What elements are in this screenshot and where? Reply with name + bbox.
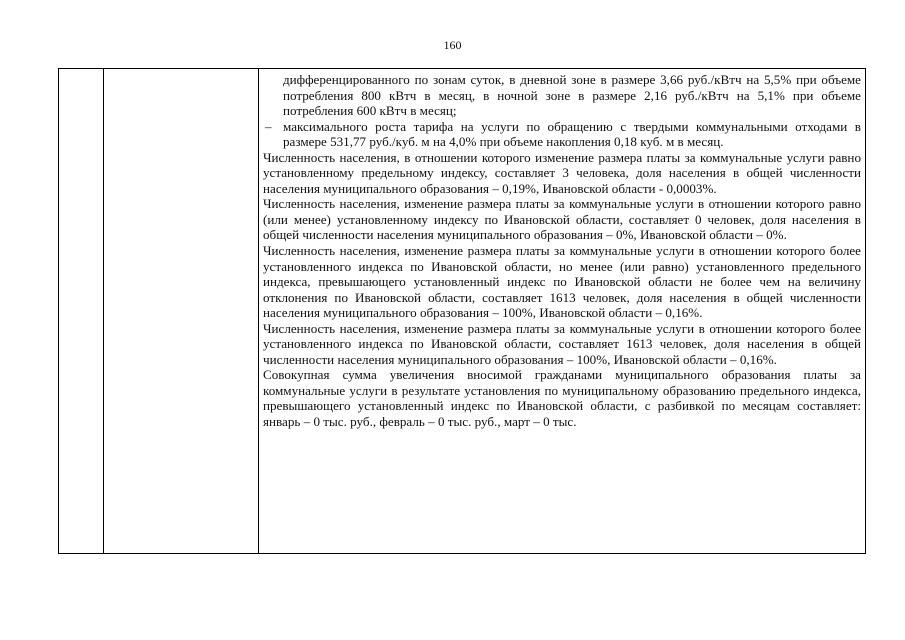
table-row — [59, 69, 866, 554]
cell-text — [263, 72, 861, 430]
list-item — [263, 119, 861, 150]
paragraph-between-index: Численность населения, изменение размера платы за коммунальные услуги в отношении которого более установленного индекса по Ивановской области, но менее (или равно) установленного предельного индекса, превышающего установленный индекс по Ивановской области не более чем на величину отклонения по Ивановской области, составляет 1613 человек, доля населения в общей численности населения муниципального образования – 100%, Ивановской области – 0,16%. — [263, 243, 861, 321]
table-cell-content — [259, 69, 866, 554]
bullet-dash: – — [265, 118, 272, 134]
table-cell-name — [104, 69, 259, 554]
list-item-text: максимального роста тарифа на услуги по обращению с твердыми коммунальными отходами в размере 531,77 руб./куб. м на 4,0% при объеме накопления 0,18 куб. м в месяц. — [283, 118, 861, 150]
table-cell-number — [59, 69, 104, 554]
paragraph-limit-index: Численность населения, в отношении которого изменение размера платы за коммунальные услуги равно установленному предельному индексу, составляет 3 человека, доля населения в общей численности населения муниципального образования – 0,19%, Ивановской области - 0,0003%. — [263, 149, 861, 196]
paragraph-total-sum: Совокупная сумма увеличения вносимой гражданами муниципального образования платы за коммунальные услуги в результате установления по муниципальному образованию предельного индекса, превышающего установленный индекс по Ивановской области, с разбивкой по месяцам составляет: январь – 0 тыс. руб., февраль – 0 тыс. руб., март – 0 тыс. — [263, 367, 861, 430]
paragraph-above-index: Численность населения, изменение размера платы за коммунальные услуги в отношении которого более установленного индекса по Ивановской области, составляет 1613 человек, доля населения в общей численности населения муниципального образования – 100%, Ивановской области – 0,16%. — [263, 320, 861, 367]
document-table — [58, 68, 866, 554]
continuation-paragraph: дифференцированного по зонам суток, в дневной зоне в размере 3,66 руб./кВтч на 5,5% при объеме потребления 800 кВтч в месяц, в ночной зоне в размере 2,16 руб./кВтч на 5,1% при объеме потребления 600 кВтч в месяц; — [283, 72, 861, 119]
page-number: 160 — [443, 38, 462, 52]
paragraph-below-index: Численность населения, изменение размера платы за коммунальные услуги в отношении которого равно (или менее) установленному индексу по Ивановской области, составляет 0 человек, доля населения в общей численности населения муниципального образования – 0%, Ивановской области – 0%. — [263, 196, 861, 243]
